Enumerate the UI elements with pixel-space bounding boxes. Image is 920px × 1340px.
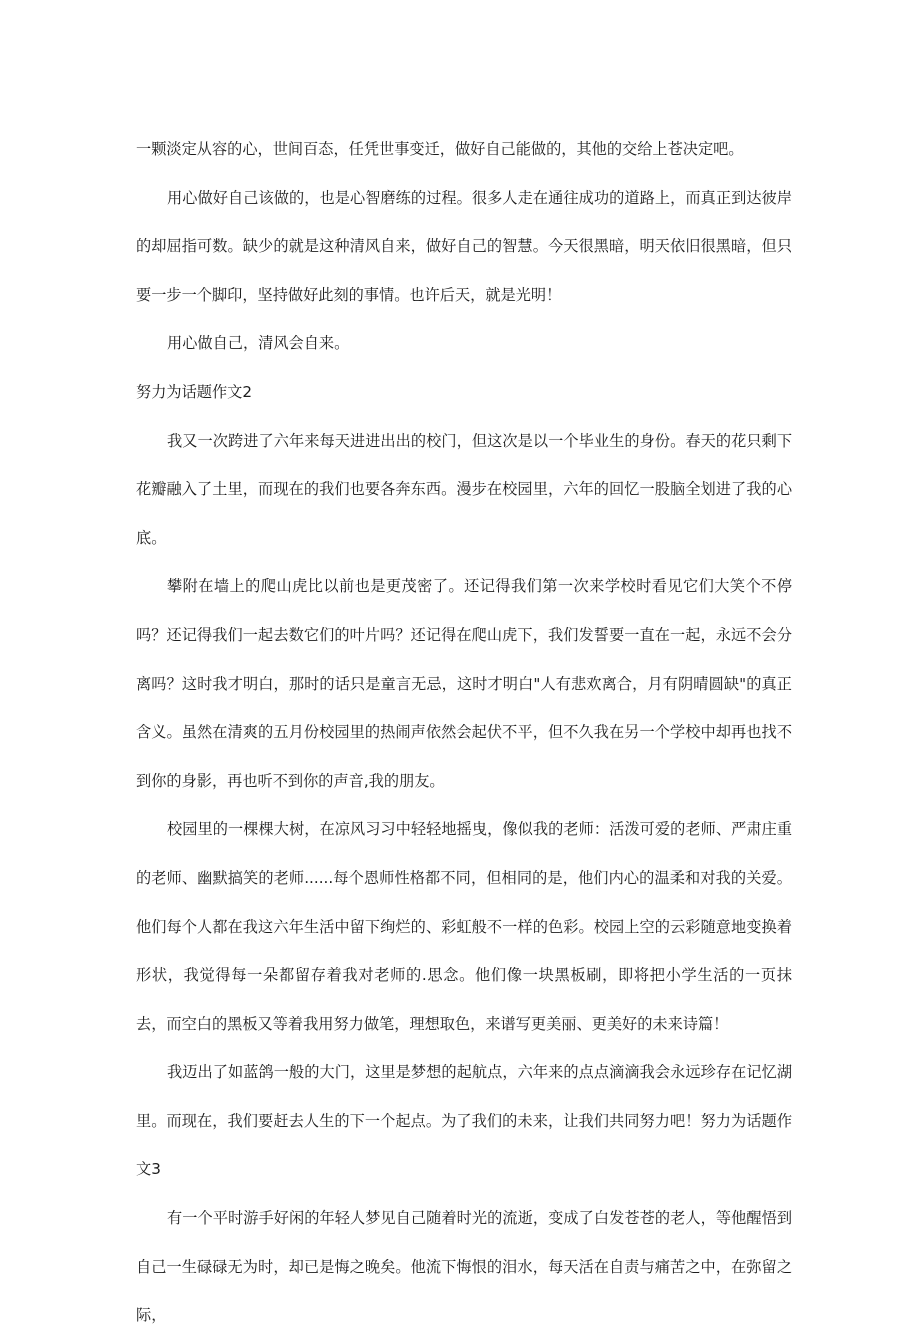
paragraph: 有一个平时游手好闲的年轻人梦见自己随着时光的流逝，变成了白发苍苍的老人，等他醒悟到自己一生碌碌无为时，却已是悔之晚矣。他流下悔恨的泪水，每天活在自责与痛苦之中，在弥留之际， — [136, 1209, 792, 1325]
paragraph: 攀附在墙上的爬山虎比以前也是更茂密了。还记得我们第一次来学校时看见它们大笑个不停吗？还记得我们一起去数它们的叶片吗？还记得在爬山虎下，我们发誓要一直在一起，永远不会分离吗？这时我才明白，那时的话只是童言无忌，这时才明白"人有悲欢离合，月有阴晴圆缺"的真正含义。虽然在清爽的五月份校园里的热闹声依然会起伏不平，但不久我在另一个学校中却再也找不到你的身影，再也听不到你的声音,我的朋友。 — [136, 577, 792, 790]
section-heading: 努力为话题作文2 — [136, 382, 252, 401]
paragraph: 我迈出了如蓝鸽一般的大门，这里是梦想的起航点，六年来的点点滴滴我会永远珍存在记忆湖里。而现在，我们要赶去人生的下一个起点。为了我们的未来，让我们共同努力吧！努力为话题作文3 — [136, 1063, 792, 1179]
paragraph-continuation: 一颗淡定从容的心，世间百态，任凭世事变迁，做好自己能做的，其他的交给上苍决定吧。 — [136, 140, 744, 158]
paragraph: 用心做自己，清风会自来。 — [167, 334, 350, 353]
document-body — [136, 125, 792, 1340]
paragraph: 校园里的一棵棵大树，在凉风习习中轻轻地摇曳，像似我的老师：活泼可爱的老师、严肃庄重的老师、幽默搞笑的老师......每个恩师性格都不同，但相同的是，他们内心的温柔和对我的关爱。他们每个人都在我这六年生活中留下绚烂的、彩虹般不一样的色彩。校园上空的云彩随意地变换着形状，我觉得每一朵都留存着我对老师的.思念。他们像一块黑板刷，即将把小学生活的一页抹去，而空白的黑板又等着我用努力做笔，理想取色，来谱写更美丽、更美好的未来诗篇！ — [136, 820, 792, 1033]
paragraph: 我又一次跨进了六年来每天进进出出的校门，但这次是以一个毕业生的身份。春天的花只剩下花瓣融入了土里，而现在的我们也要各奔东西。漫步在校园里，六年的回忆一股脑全划进了我的心底。 — [136, 431, 792, 547]
paragraph: 用心做好自己该做的，也是心智磨练的过程。很多人走在通往成功的道路上，而真正到达彼岸的却屈指可数。缺少的就是这种清风自来，做好自己的智慧。今天很黑暗，明天依旧很黑暗，但只要一步一个脚印，坚持做好此刻的事情。也许后天，就是光明！ — [136, 188, 792, 304]
